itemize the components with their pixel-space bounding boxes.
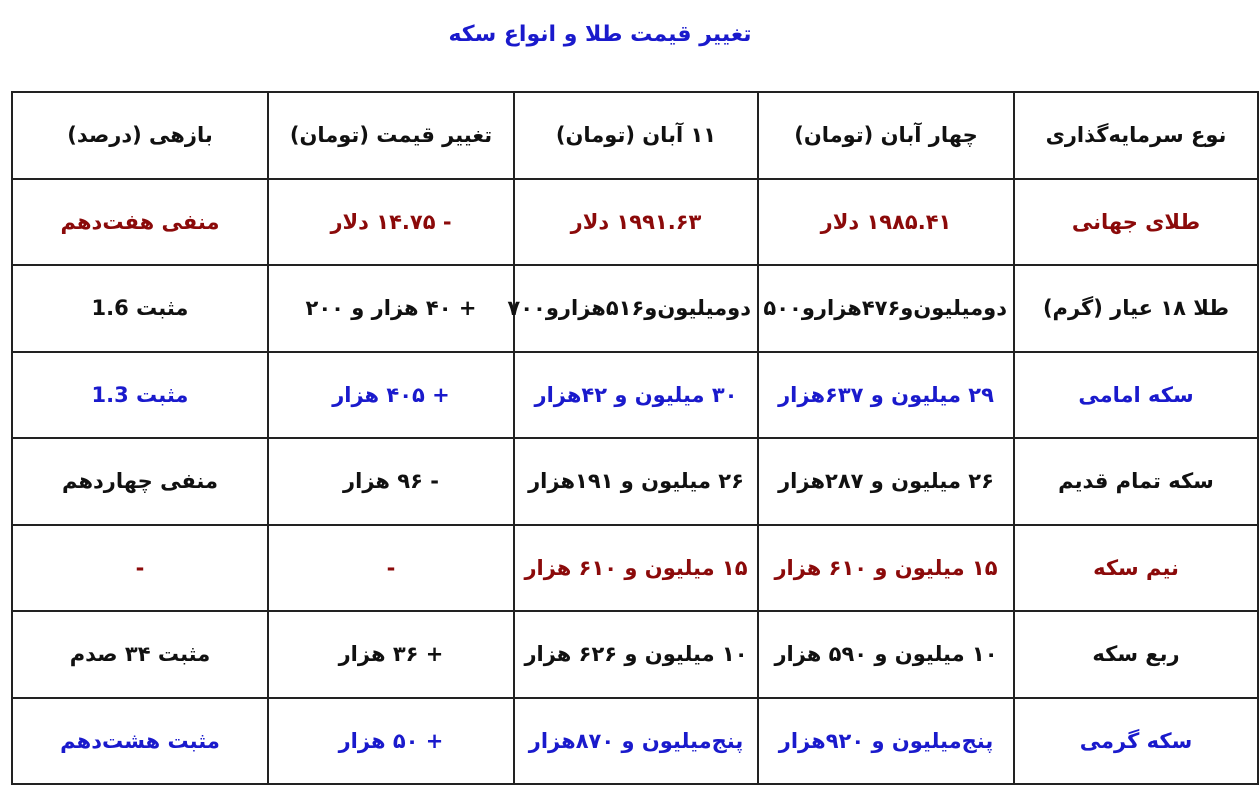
cell-11-aban-price: ۱۵ میلیون و ۶۱۰ هزار: [514, 525, 758, 612]
cell-11-aban-price: ۲۶ میلیون و ۱۹۱هزار: [514, 438, 758, 525]
header-investment-type: نوع سرمایه‌گذاری: [1014, 92, 1258, 179]
cell-investment-type: نیم سکه: [1014, 525, 1258, 612]
cell-11-aban-price: پنج‌میلیون و ۸۷۰هزار: [514, 698, 758, 785]
table-row: [12, 438, 1258, 525]
cell-chahar-aban-price: ۱۰ میلیون و ۵۹۰ هزار: [758, 611, 1014, 698]
table-row: [12, 698, 1258, 785]
table-row: [12, 611, 1258, 698]
cell-return-percent: مثبت هشت‌دهم: [12, 698, 268, 785]
header-11-aban: ۱۱ آبان (تومان): [514, 92, 758, 179]
cell-investment-type: ربع سکه: [1014, 611, 1258, 698]
cell-return-percent: منفی هفت‌دهم: [12, 179, 268, 266]
table-row: [12, 525, 1258, 612]
cell-return-percent: مثبت 1.6: [12, 265, 268, 352]
cell-chahar-aban-price: ۱۵ میلیون و ۶۱۰ هزار: [758, 525, 1014, 612]
table-row: [12, 352, 1258, 439]
cell-return-percent: مثبت 1.3: [12, 352, 268, 439]
cell-price-change: + ۴۰ هزار و ۲۰۰: [268, 265, 514, 352]
cell-chahar-aban-price: پنج‌میلیون و ۹۲۰هزار: [758, 698, 1014, 785]
cell-price-change: + ۴۰۵ هزار: [268, 352, 514, 439]
header-chahar-aban: چهار آبان (تومان): [758, 92, 1014, 179]
cell-chahar-aban-price: ۲۶ میلیون و ۲۸۷هزار: [758, 438, 1014, 525]
cell-chahar-aban-price: دومیلیون‌و۴۷۶هزارو۵۰۰: [758, 265, 1014, 352]
cell-11-aban-price: ۱۹۹۱.۶۳ دلار: [514, 179, 758, 266]
cell-chahar-aban-price: ۱۹۸۵.۴۱ دلار: [758, 179, 1014, 266]
cell-price-change: - ۹۶ هزار: [268, 438, 514, 525]
cell-price-change: -: [268, 525, 514, 612]
cell-price-change: - ۱۴.۷۵ دلار: [268, 179, 514, 266]
cell-price-change: + ۵۰ هزار: [268, 698, 514, 785]
cell-return-percent: منفی چهاردهم: [12, 438, 268, 525]
cell-return-percent: -: [12, 525, 268, 612]
cell-return-percent: مثبت ۳۴ صدم: [12, 611, 268, 698]
cell-investment-type: سکه امامی: [1014, 352, 1258, 439]
cell-11-aban-price: ۱۰ میلیون و ۶۲۶ هزار: [514, 611, 758, 698]
gold-coin-price-table: [11, 91, 1259, 785]
table-row: [12, 265, 1258, 352]
header-price-change: تغییر قیمت (تومان): [268, 92, 514, 179]
header-return-percent: بازهی (درصد): [12, 92, 268, 179]
table-row: [12, 179, 1258, 266]
cell-investment-type: سکه گرمی: [1014, 698, 1258, 785]
cell-investment-type: سکه تمام قدیم: [1014, 438, 1258, 525]
cell-investment-type: طلا ۱۸ عیار (گرم): [1014, 265, 1258, 352]
table-header-row: [12, 92, 1258, 179]
cell-investment-type: طلای جهانی: [1014, 179, 1258, 266]
cell-11-aban-price: ۳۰ میلیون و ۴۲هزار: [514, 352, 758, 439]
cell-price-change: + ۳۶ هزار: [268, 611, 514, 698]
cell-11-aban-price: دومیلیون‌و۵۱۶هزارو۷۰۰: [514, 265, 758, 352]
page-title: تغییر قیمت طلا و انواع سکه: [448, 22, 752, 47]
cell-chahar-aban-price: ۲۹ میلیون و ۶۳۷هزار: [758, 352, 1014, 439]
